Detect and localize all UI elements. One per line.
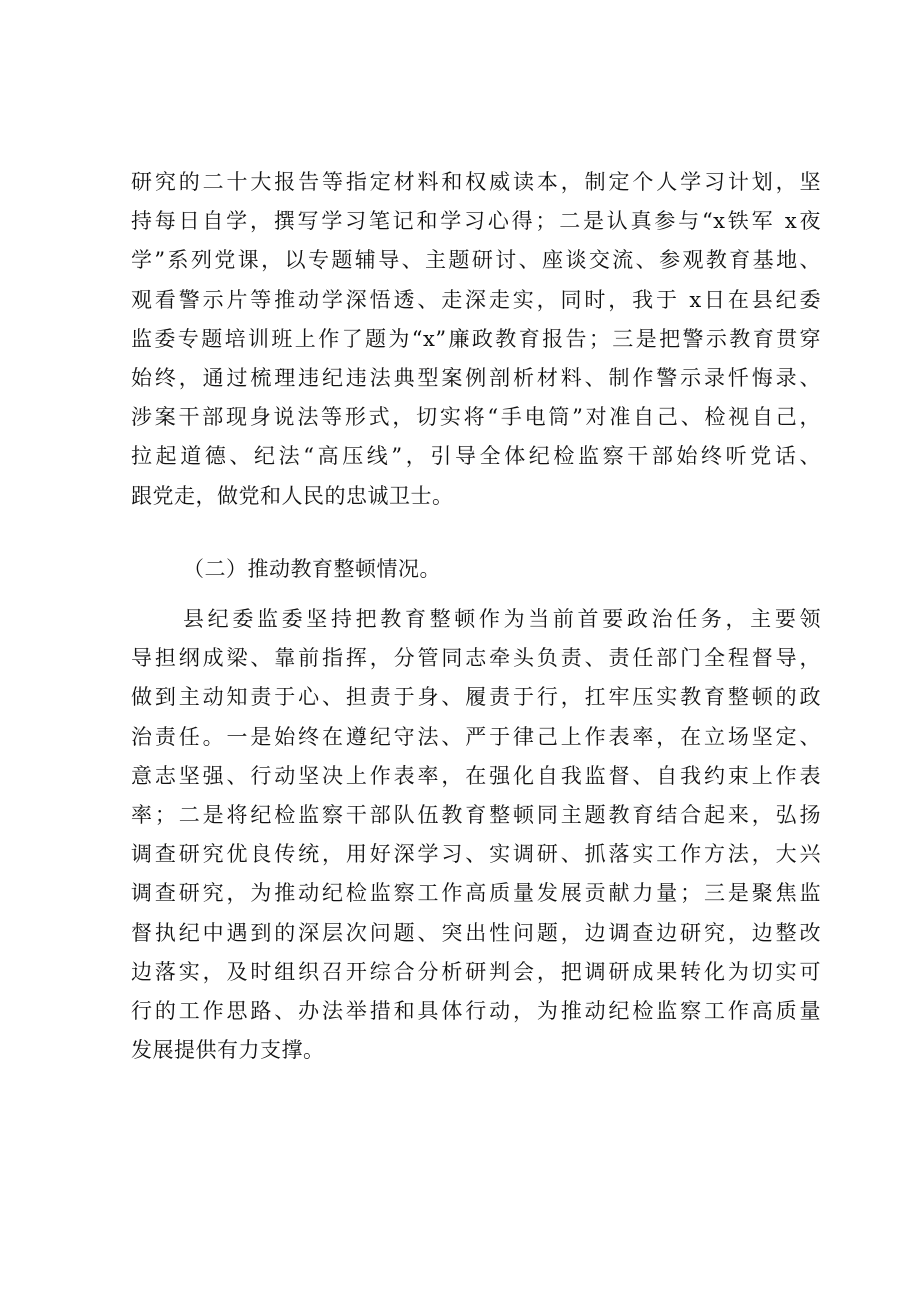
paragraph-2 <box>131 600 821 1070</box>
paragraph-line: 始终，通过梳理违纪违法典型案例剖析材料、制作警示录忏悔录、 <box>131 365 821 390</box>
paragraph-line: 意志坚强、行动坚决上作表率，在强化自我监督、自我约束上作表 <box>131 763 821 788</box>
paragraph-line: 观看警示片等推动学深悟透、走深走实，同时，我于 x日在县纪委 <box>131 287 821 312</box>
paragraph-line: 导担纲成梁、靠前指挥，分管同志牵头负责、责任部门全程督导， <box>131 646 821 671</box>
paragraph-line: 调查研究，为推动纪检监察工作高质量发展贡献力量；三是聚焦监 <box>131 881 821 906</box>
paragraph-line: 研究的二十大报告等指定材料和权威读本，制定个人学习计划，坚 <box>131 170 821 194</box>
paragraph-line: 边落实，及时组织召开综合分析研判会，把调研成果转化为切实可 <box>131 959 821 984</box>
paragraph-line: 跟党走，做党和人民的忠诚卫士。 <box>131 483 454 508</box>
paragraph-line: 涉案干部现身说法等形式，切实将“手电筒”对准自己、检视自己， <box>131 405 821 430</box>
paragraph-line: 治责任。一是始终在遵纪守法、严于律己上作表率，在立场坚定、 <box>131 724 821 749</box>
section-heading: （二）推动教育整顿情况。 <box>183 557 441 581</box>
paragraph-line: 调查研究优良传统，用好深学习、实调研、抓落实工作方法，大兴 <box>131 842 821 867</box>
paragraph-line: 监委专题培训班上作了题为“x”廉政教育报告；三是把警示教育贯穿 <box>131 326 821 351</box>
paragraph-line: 督执纪中遇到的深层次问题、突出性问题，边调查边研究，边整改 <box>131 920 821 945</box>
paragraph-line: 拉起道德、纪法“高压线”，引导全体纪检监察干部始终听党话、 <box>131 444 821 469</box>
paragraph-line: 县纪委监委坚持把教育整顿作为当前首要政治任务，主要领 <box>183 607 821 631</box>
paragraph-line: 做到主动知责于心、担责于身、履责于行，扛牢压实教育整顿的政 <box>131 685 821 710</box>
paragraph-line: 率；二是将纪检监察干部队伍教育整顿同主题教育结合起来，弘扬 <box>131 802 821 827</box>
paragraph-line: 发展提供有力支撑。 <box>131 1038 325 1063</box>
paragraph-1 <box>131 163 821 516</box>
paragraph-line: 持每日自学，撰写学习笔记和学习心得；二是认真参与“x铁军 x夜 <box>131 209 821 234</box>
paragraph-line: 学”系列党课，以专题辅导、主题研讨、座谈交流、参观教育基地、 <box>131 248 821 273</box>
paragraph-line: 行的工作思路、办法举措和具体行动，为推动纪检监察工作高质量 <box>131 998 821 1023</box>
